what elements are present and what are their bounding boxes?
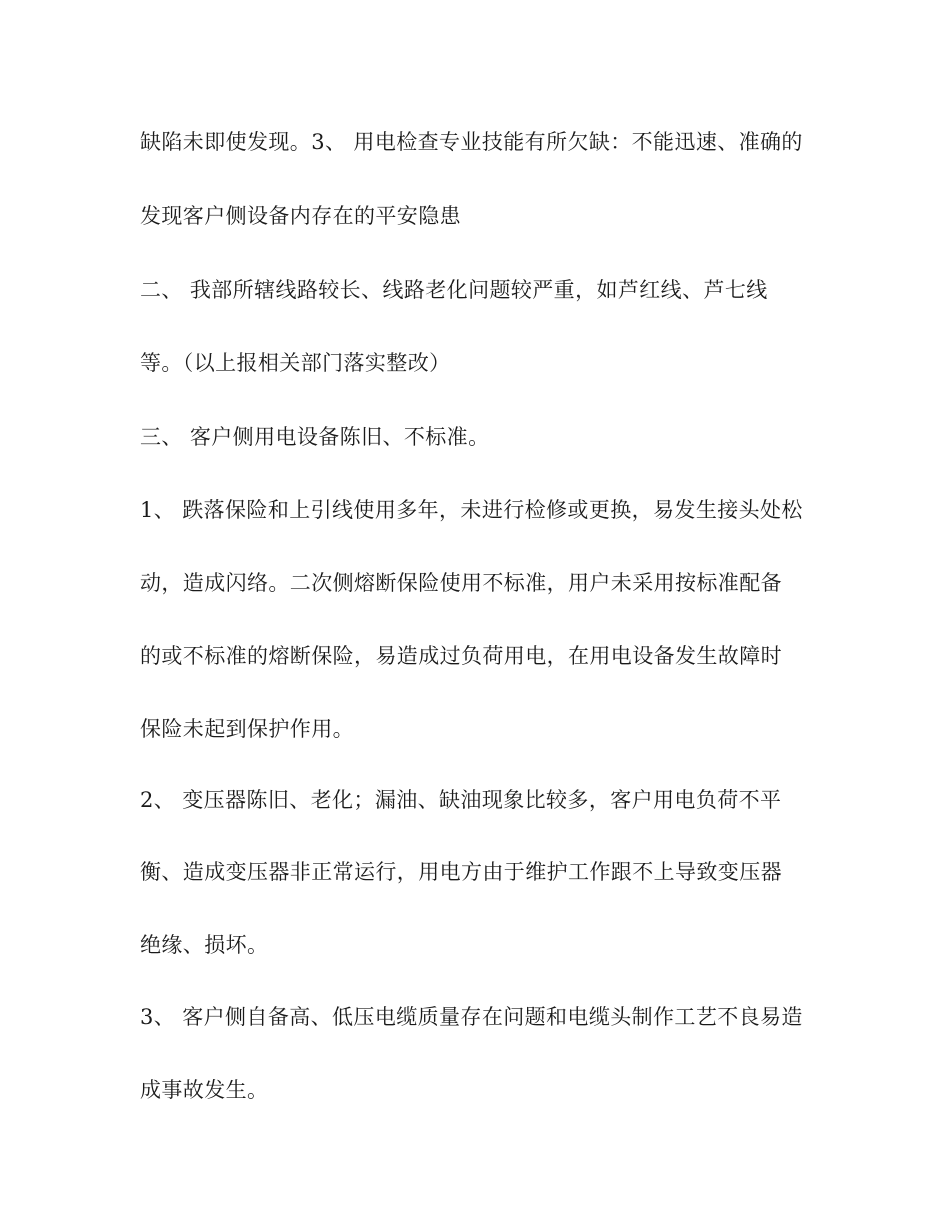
text-line: 二、 我部所辖线路较长、线路老化问题较严重，如芦红线、芦七线 — [140, 278, 768, 302]
text-line: 成事故发生。 — [140, 1078, 269, 1102]
text-line: 缺陷未即使发现。3、 用电检查专业技能有所欠缺：不能迅速、准确的 — [140, 130, 803, 154]
text-line: 三、 客户侧用电设备陈旧、不标准。 — [140, 425, 490, 449]
text-line: 保险未起到保护作用。 — [140, 717, 354, 741]
text-line: 绝缘、损坏。 — [140, 933, 269, 957]
text-line: 2、 变压器陈旧、老化；漏油、缺油现象比较多，客户用电负荷不平 — [140, 788, 782, 812]
text-line: 动，造成闪络。二次侧熔断保险使用不标准，用户未采用按标准配备 — [140, 571, 782, 595]
text-line: 的或不标准的熔断保险，易造成过负荷用电，在用电设备发生故障时 — [140, 644, 782, 668]
text-line: 衡、造成变压器非正常运行，用电方由于维护工作跟不上导致变压器 — [140, 860, 782, 884]
text-line: 3、 客户侧自备高、低压电缆质量存在问题和电缆头制作工艺不良易造 — [140, 1005, 803, 1029]
text-line: 1、 跌落保险和上引线使用多年，未进行检修或更换，易发生接头处松 — [140, 498, 803, 522]
text-line: 发现客户侧设备内存在的平安隐患 — [140, 204, 461, 228]
text-line: 等。（以上报相关部门落实整改） — [140, 351, 451, 375]
